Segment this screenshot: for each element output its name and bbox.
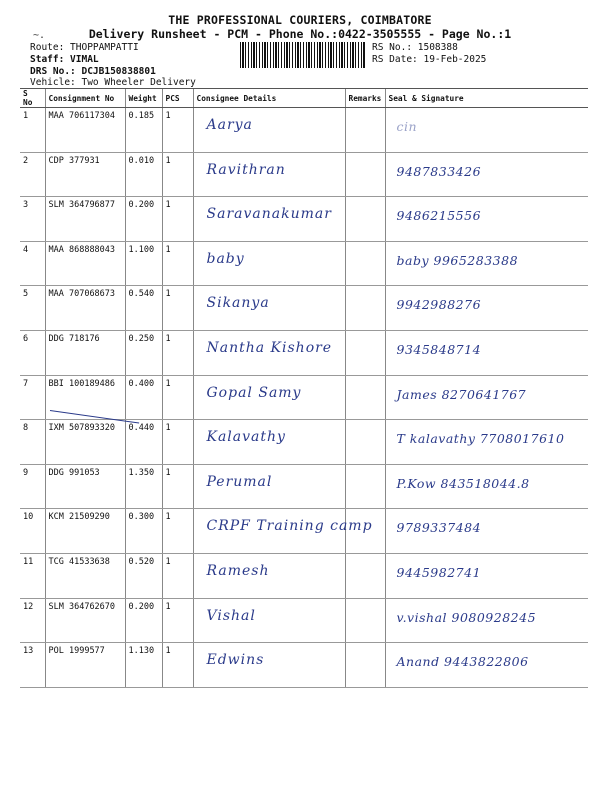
table-row [20,509,588,554]
weight-cell: 0.200 [125,598,162,643]
consignment-cell: KCM 21509290 [45,509,125,554]
consignee-cell [193,330,345,375]
handwritten-signature: 9486215556 [396,208,482,224]
sno-cell: 6 [20,330,45,375]
handwritten-consignee: Sikanya [206,295,270,312]
signature-cell [385,375,588,420]
table-header-row [20,89,588,108]
col-header-consignee: Consignee Details [193,89,345,108]
handwritten-signature: 9789337484 [396,520,482,536]
handwritten-consignee: CRPF Training camp [206,518,373,535]
col-header-remarks: Remarks [345,89,385,108]
pcs-cell: 1 [162,152,193,197]
pcs-cell: 1 [162,197,193,242]
handwritten-consignee: Vishal [206,607,256,624]
weight-cell: 0.010 [125,152,162,197]
table-row [20,375,588,420]
company-title: THE PROFESSIONAL COURIERS, COIMBATORE [168,13,432,27]
consignee-cell [193,598,345,643]
sno-cell: 5 [20,286,45,331]
signature-cell [385,197,588,242]
consignment-cell: SLM 364796877 [45,197,125,242]
sno-cell: 1 [20,108,45,153]
remarks-cell [345,420,385,465]
signature-cell [385,152,588,197]
weight-cell: 0.185 [125,108,162,153]
col-header-signature: Seal & Signature [385,89,588,108]
consignment-cell: MAA 868888043 [45,241,125,286]
consignee-cell [193,464,345,509]
consignment-cell: BBI 100189486 [45,375,125,420]
consignment-cell: CDP 377931 [45,152,125,197]
weight-cell: 0.300 [125,509,162,554]
rs-number: RS No.: 1508388 [372,42,458,53]
handwritten-consignee: Perumal [206,473,273,490]
col-header-sno: S No [20,89,45,108]
weight-cell: 1.350 [125,464,162,509]
weight-cell: 0.200 [125,197,162,242]
weight-cell: 1.100 [125,241,162,286]
rs-date: RS Date: 19-Feb-2025 [372,54,487,65]
pcs-cell: 1 [162,330,193,375]
handwritten-signature: 9942988276 [396,297,482,313]
weight-cell: 0.520 [125,553,162,598]
signature-cell [385,509,588,554]
handwritten-signature: James 8270641767 [396,386,527,402]
pcs-cell: 1 [162,464,193,509]
signature-cell [385,464,588,509]
pcs-cell: 1 [162,643,193,688]
handwritten-signature: 9487833426 [396,163,482,179]
pcs-cell: 1 [162,553,193,598]
consignee-cell [193,241,345,286]
table-row [20,330,588,375]
sno-cell: 9 [20,464,45,509]
signature-cell [385,598,588,643]
weight-cell: 0.250 [125,330,162,375]
handwritten-consignee: Aarya [206,117,253,133]
weight-cell: 0.440 [125,420,162,465]
table-row [20,553,588,598]
remarks-cell [345,241,385,286]
barcode [240,42,366,68]
handwritten-consignee: baby [206,250,245,267]
handwritten-consignee: Ramesh [206,562,270,579]
sno-cell: 7 [20,375,45,420]
remarks-cell [345,330,385,375]
table-row [20,241,588,286]
pcs-cell: 1 [162,509,193,554]
sno-cell: 3 [20,197,45,242]
consignee-cell [193,509,373,554]
remarks-cell [345,108,385,153]
remarks-cell [345,643,385,688]
vehicle-label: Vehicle: Two Wheeler Delivery [30,77,196,88]
consignment-cell: POL 1999577 [45,643,125,688]
sno-cell: 2 [20,152,45,197]
consignment-cell: DDG 991053 [45,464,125,509]
remarks-cell [345,598,385,643]
signature-cell [385,420,588,465]
consignment-cell: IXM 507893320 [45,420,125,465]
consignment-cell: TCG 41533638 [45,553,125,598]
pcs-cell: 1 [162,420,193,465]
signature-cell [385,330,588,375]
signature-cell [385,643,588,688]
handwritten-signature: baby 9965283388 [396,252,519,268]
route-label: Route: THOPPAMPATTI [30,42,139,53]
pcs-cell: 1 [162,286,193,331]
table-row [20,420,588,465]
weight-cell: 0.540 [125,286,162,331]
sno-cell: 4 [20,241,45,286]
handwritten-signature: P.Kow 843518044.8 [396,475,530,491]
handwritten-consignee: Nantha Kishore [206,339,333,356]
table-row [20,464,588,509]
table-row [20,286,588,331]
handwritten-consignee: Ravithran [206,161,286,178]
consignee-cell [193,197,345,242]
remarks-cell [345,197,385,242]
consignee-cell [193,643,345,688]
consignee-cell [193,375,345,420]
signature-cell [385,553,588,598]
handwritten-consignee: Saravanakumar [206,206,332,223]
remarks-cell [345,286,385,331]
sno-cell: 12 [20,598,45,643]
handwritten-signature: Anand 9443822806 [396,654,529,670]
pcs-cell: 1 [162,108,193,153]
signature-cell [385,108,588,153]
consignment-cell: DDG 718176 [45,330,125,375]
consignee-cell [193,553,345,598]
sno-cell: 10 [20,509,45,554]
sno-cell: 8 [20,420,45,465]
runsheet-subtitle: Delivery Runsheet - PCM - Phone No.:0422-3505555 - Page No.:1 [88,27,512,41]
staff-label: Staff: VIMAL [30,54,99,65]
consignment-cell: MAA 707068673 [45,286,125,331]
consignee-cell [193,420,345,465]
remarks-cell [345,152,385,197]
sno-cell: 13 [20,643,45,688]
drs-number: DRS No.: DCJB150838801 [30,66,156,77]
weight-cell: 1.130 [125,643,162,688]
col-header-consignment: Consignment No [45,89,125,108]
signature-cell [385,286,588,331]
pcs-cell: 1 [162,598,193,643]
pcs-cell: 1 [162,375,193,420]
table-row [20,152,588,197]
handwritten-mark: ~. [33,30,46,41]
remarks-cell [345,553,385,598]
col-header-weight: Weight [125,89,162,108]
consignment-cell: MAA 706117304 [45,108,125,153]
table-row [20,108,588,153]
handwritten-signature: cin [396,119,418,134]
runsheet-table [20,88,588,688]
consignment-cell: SLM 364762670 [45,598,125,643]
handwritten-signature: 9345848714 [396,341,482,357]
consignee-cell [193,152,345,197]
handwritten-signature: v.vishal 9080928245 [396,609,537,625]
pcs-cell: 1 [162,241,193,286]
table-row [20,643,588,688]
remarks-cell [345,375,385,420]
col-header-pcs: PCS [162,89,193,108]
handwritten-signature: 9445982741 [396,564,482,580]
signature-cell [385,241,588,286]
consignee-cell [193,108,345,153]
remarks-cell [345,464,385,509]
sno-cell: 11 [20,553,45,598]
weight-cell: 0.400 [125,375,162,420]
table-row [20,197,588,242]
consignee-cell [193,286,345,331]
handwritten-signature: T kalavathy 7708017610 [396,431,565,447]
table-row [20,598,588,643]
handwritten-consignee: Edwins [206,652,265,669]
handwritten-consignee: Kalavathy [206,429,286,446]
handwritten-consignee: Gopal Samy [206,384,302,401]
